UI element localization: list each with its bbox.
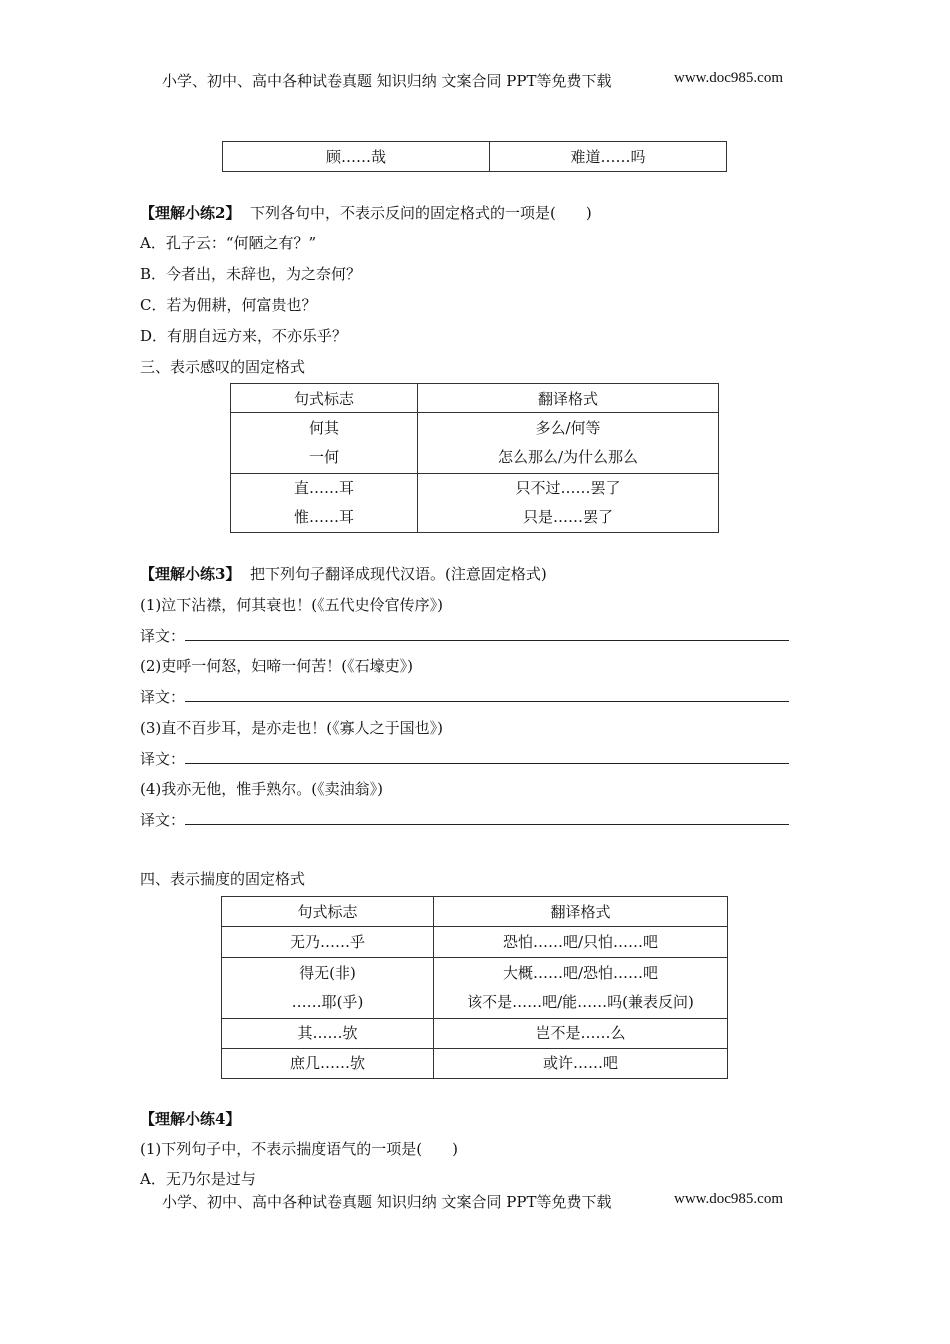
table-cell	[434, 1019, 728, 1049]
table-cell	[434, 1049, 728, 1079]
option-c: C．若为佣耕，何富贵也？	[140, 296, 317, 314]
answer-blank[interactable]	[185, 626, 789, 641]
cell-line: ……耶(乎)	[291, 993, 364, 1011]
section-4-title: 四、表示揣度的固定格式	[140, 870, 306, 888]
table-row	[222, 958, 728, 1019]
table-cell	[222, 1019, 434, 1049]
table-header-cell: 翻译格式	[418, 384, 719, 413]
practice-stem: 下列各句中，不表示反问的固定格式的一项是( )	[250, 204, 592, 222]
answer-label: 译文：	[140, 750, 186, 768]
option-a: A．无乃尔是过与	[140, 1170, 256, 1188]
answer-blank[interactable]	[185, 687, 789, 702]
table-cell	[231, 413, 418, 474]
header-text: 小学、初中、高中各种试卷真题 知识归纳 文案合同 PPT等免费下载	[162, 72, 612, 90]
cell-line: 直……耳	[293, 479, 354, 497]
cell-line: 岂不是……么	[535, 1024, 626, 1042]
cell-line: 怎么那么/为什么那么	[497, 448, 639, 466]
answer-label: 译文：	[140, 627, 186, 645]
cell-line: 得无(非)	[299, 964, 356, 982]
table-cell: 顾……哉	[223, 142, 490, 172]
table-row	[231, 474, 719, 533]
page-header	[162, 70, 784, 91]
cell-line: 多么/何等	[535, 419, 601, 437]
table-row	[222, 1049, 728, 1079]
conjecture-table	[221, 896, 728, 1079]
table-header-cell: 句式标志	[231, 384, 418, 413]
page-footer	[162, 1191, 784, 1212]
option-a: A．孔子云：“何陋之有？”	[140, 234, 317, 252]
answer-line	[140, 687, 789, 707]
translation-item: (2)吏呼一何怒，妇啼一何苦！(《石壕吏》)	[140, 657, 413, 675]
cell-line: 大概……吧/恐怕……吧	[502, 964, 659, 982]
table-cell	[434, 958, 728, 1019]
table-header-cell: 句式标志	[222, 897, 434, 927]
table-cell	[434, 927, 728, 958]
answer-line	[140, 749, 789, 769]
practice-tag: 【理解小练3】	[140, 565, 241, 583]
option-d: D．有朋自远方来，不亦乐乎？	[140, 327, 348, 345]
table-cell	[222, 1049, 434, 1079]
section-3-title: 三、表示感叹的固定格式	[140, 358, 306, 376]
answer-line	[140, 810, 789, 830]
cell-line: 或许……吧	[542, 1054, 618, 1072]
cell-line: 一何	[308, 448, 339, 466]
practice-4-item: (1)下列句子中，不表示揣度语气的一项是( )	[140, 1140, 458, 1158]
cell-line: 恐怕……吧/只怕……吧	[502, 932, 659, 951]
practice-stem: 把下列句子翻译成现代汉语。(注意固定格式)	[250, 565, 547, 583]
table-row	[222, 1019, 728, 1049]
table-cell: 难道……吗	[490, 142, 727, 172]
cell-line: 无乃……乎	[289, 932, 365, 951]
practice-4-tag: 【理解小练4】	[140, 1110, 241, 1128]
header-site: www.doc985.com	[674, 70, 784, 86]
cell-line: 只不过……罢了	[515, 479, 621, 497]
table-continued	[222, 141, 727, 172]
answer-label: 译文：	[140, 811, 186, 829]
answer-line	[140, 626, 789, 646]
footer-text: 小学、初中、高中各种试卷真题 知识归纳 文案合同 PPT等免费下载	[162, 1193, 612, 1211]
table-cell	[222, 958, 434, 1019]
table-row	[222, 927, 728, 958]
translation-item: (1)泣下沾襟，何其衰也！(《五代史伶官传序》)	[140, 596, 443, 614]
practice-tag: 【理解小练2】	[140, 204, 241, 222]
translation-item: (4)我亦无他，惟手熟尔。(《卖油翁》)	[140, 780, 383, 798]
cell-line: 该不是……吧/能……吗(兼表反问)	[467, 993, 694, 1011]
practice-3-stem	[140, 564, 547, 584]
cell-line: 惟……耳	[293, 508, 354, 526]
table-cell	[418, 474, 719, 533]
table-cell	[222, 927, 434, 958]
table-cell	[418, 413, 719, 474]
exclamation-table	[230, 383, 719, 533]
answer-blank[interactable]	[185, 810, 789, 825]
cell-line: 庶几……欤	[289, 1054, 365, 1072]
practice-2-stem	[140, 203, 592, 223]
cell-line: 只是……罢了	[522, 508, 613, 526]
answer-blank[interactable]	[185, 749, 789, 764]
table-cell	[231, 474, 418, 533]
answer-label: 译文：	[140, 688, 186, 706]
translation-item: (3)直不百步耳，是亦走也！(《寡人之于国也》)	[140, 719, 443, 737]
option-b: B．今者出，未辞也，为之奈何？	[140, 265, 362, 283]
cell-line: 其……欤	[297, 1024, 358, 1042]
table-row	[231, 413, 719, 474]
cell-line: 何其	[308, 419, 339, 437]
footer-site: www.doc985.com	[674, 1191, 784, 1207]
table-header-cell: 翻译格式	[434, 897, 728, 927]
